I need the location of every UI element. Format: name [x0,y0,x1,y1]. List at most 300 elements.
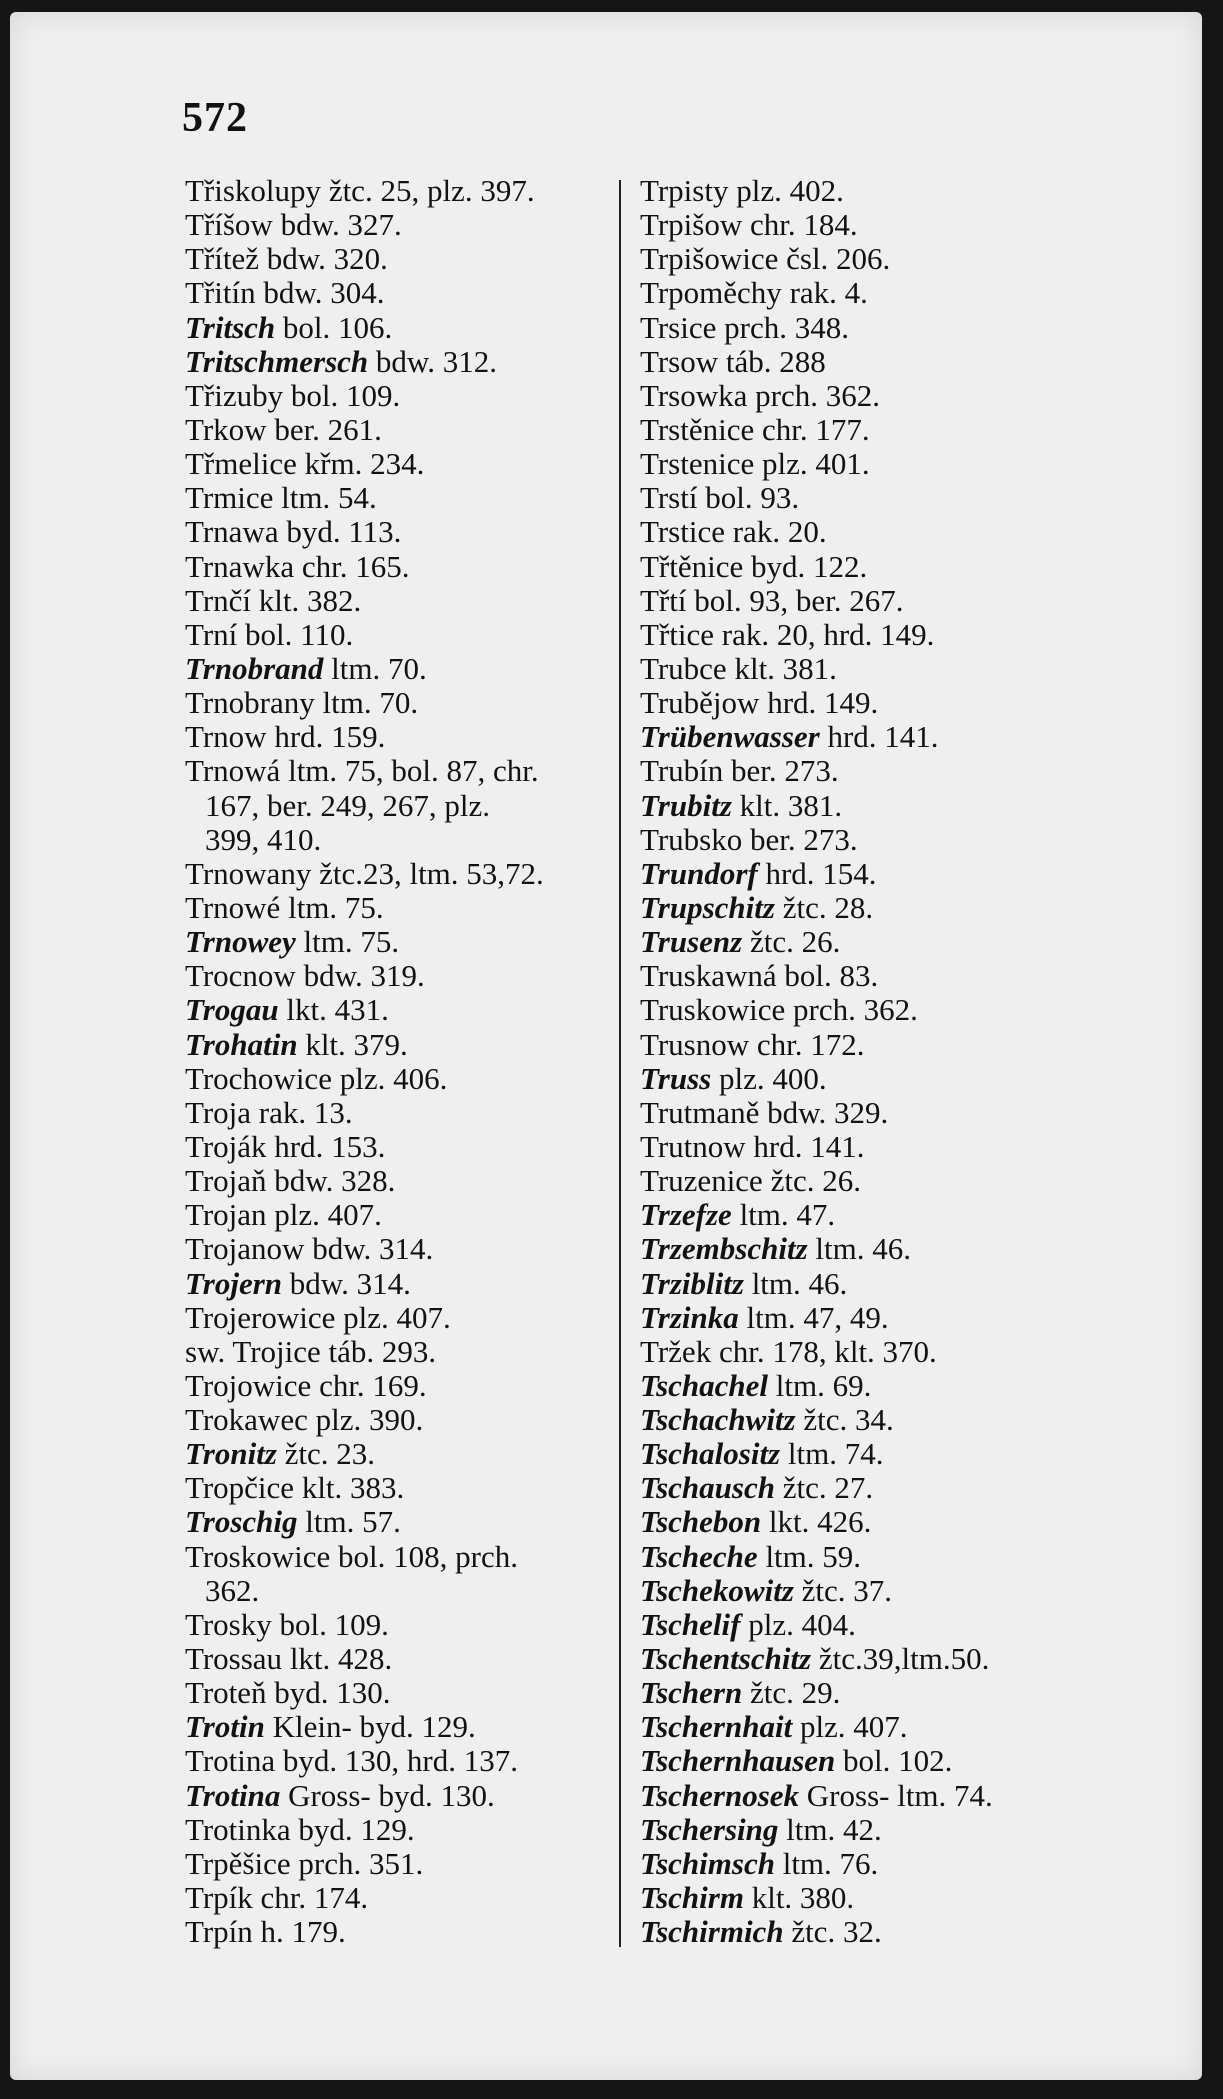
index-entry [185,1437,615,1471]
entry-headword: Třtí [640,582,687,618]
entry-headword: Tschentschitz [640,1641,812,1677]
entry-headword: Tschirmich [640,1914,784,1950]
index-entry [185,891,615,925]
entry-reference: hrd. 141. [819,719,939,755]
entry-headword: Trnow [185,719,267,755]
entry-headword: Třtěnice [640,548,744,584]
entry-reference: žtc. 28. [774,889,874,925]
entry-headword: Tropčice [185,1470,295,1506]
entry-reference: ber. 273. [742,821,858,857]
entry-reference: plz. 390. [307,1402,424,1438]
index-entry [640,618,1110,652]
index-entry [640,1369,1110,1403]
index-entry [640,550,1110,584]
index-entry [185,1642,615,1676]
entry-headword: Trojaň [185,1163,267,1199]
index-entry [640,1744,1110,1778]
entry-headword: Trnowany [185,855,312,891]
index-entry [185,1676,615,1710]
entry-reference: žtc.23, ltm. 53,72. [311,855,544,891]
index-entry [640,1301,1110,1335]
entry-headword: Troschig [185,1504,298,1540]
entry-reference: žtc. 34. [795,1402,894,1438]
entry-headword: Trotin [185,1709,265,1745]
entry-headword: Trutmaně [640,1094,760,1130]
index-entry [640,481,1110,515]
index-entry [185,174,615,208]
entry-headword: Trotina [185,1743,276,1779]
entry-reference: ltm. 59. [757,1538,862,1574]
entry-headword: Třitín [185,275,256,311]
index-entry [640,174,1110,208]
entry-reference: hrd. 153. [266,1128,386,1164]
entry-headword: Tříšow [185,207,273,243]
entry-reference: chr. 177. [754,411,870,447]
index-entry [640,447,1110,481]
entry-reference: byd. 130. [266,1675,391,1711]
index-entry [185,242,615,276]
entry-reference: ltm. 75. [280,889,384,925]
index-entry [640,652,1110,686]
entry-headword: Truss [640,1060,712,1096]
entry-reference: chr. 174. [252,1880,369,1916]
entry-headword: Trzinka [640,1299,739,1335]
entry-headword: Tschachel [640,1367,769,1403]
entry-headword: Trubín [640,753,724,789]
entry-reference: Gross- ltm. 74. [799,1777,993,1813]
entry-reference: bol. 108, prch. [330,1538,518,1574]
entry-headword: Trstěnice [640,411,755,447]
entry-headword: Trkow [185,411,267,447]
entry-headword: Tschelif [640,1606,741,1642]
index-entry [640,1471,1110,1505]
index-entry [185,515,615,549]
entry-reference: klt. 379. [297,1026,408,1062]
index-entry [185,1301,615,1335]
entry-reference: ber. 261. [266,411,382,447]
entry-headword: Trsow [640,343,719,379]
entry-headword: Trojanow [185,1231,305,1267]
entry-headword: Trstenice [640,446,755,482]
entry-reference: ltm. 70. [323,650,427,686]
index-entry [185,1164,615,1198]
entry-reference: bdw. 314. [304,1231,434,1267]
index-entry [185,1744,615,1778]
entry-headword: Třítež [185,241,260,277]
entry-reference: ltm. 47. [731,1197,836,1233]
entry-headword: Trnobrand [185,650,324,686]
entry-headword: Tschern [640,1675,743,1711]
index-entry [640,993,1110,1027]
entry-headword: Trnawa [185,514,279,550]
index-entry [185,1130,615,1164]
entry-reference: ltm. 70. [314,685,419,721]
entry-headword: Trundorf [640,855,758,891]
entry-headword: Trpišowice [640,241,779,277]
entry-headword: Trübenwasser [640,719,820,755]
entry-headword: Tschernhausen [640,1743,836,1779]
entry-headword: Trubitz [640,787,732,823]
entry-headword: Trziblitz [640,1265,744,1301]
entry-headword: Trojern [185,1265,283,1301]
entry-headword: Trpoměchy [640,275,782,311]
entry-reference: plz. 407. [792,1709,908,1745]
index-entry [640,1130,1110,1164]
index-entry [185,311,615,345]
index-entry [640,823,1110,857]
entry-reference: plz. 404. [740,1606,856,1642]
entry-reference: žtc. 26. [762,1163,861,1199]
index-entry [185,1813,615,1847]
entry-reference: bdw. 319. [295,958,425,994]
index-entry [185,550,615,584]
entry-headword: Tschekowitz [640,1572,794,1608]
index-entry [640,1540,1110,1574]
entry-reference: chr. 184. [742,207,858,243]
index-entry [185,1369,615,1403]
index-entry [185,720,615,754]
index-entry [640,1232,1110,1266]
entry-reference: bdw. 304. [255,275,385,311]
entry-reference: lkt. 426. [761,1504,872,1540]
entry-reference: plz. 406. [331,1060,448,1096]
entry-reference: hrd. 141. [745,1128,865,1164]
index-entry [640,686,1110,720]
index-entry [640,1028,1110,1062]
entry-headword: Truskawná [640,958,777,994]
entry-reference: bdw. 328. [266,1163,396,1199]
column-divider [619,180,621,1947]
index-entry [640,1096,1110,1130]
entry-reference: ltm. 69. [768,1367,872,1403]
index-entry [185,379,615,413]
entry-reference: klt. 381. [726,650,837,686]
index-entry [185,413,615,447]
entry-headword: Třiskolupy [185,173,322,208]
index-entry [640,1335,1110,1369]
entry-headword: Trogau [185,992,279,1028]
entry-reference: křm. 234. [296,446,425,482]
entry-reference: plz. 407. [335,1299,451,1335]
index-entry [640,1608,1110,1642]
entry-reference: prch. 362. [747,377,880,413]
entry-reference: bdw. 314. [282,1265,411,1301]
entry-reference: chr. 165. [294,548,410,584]
entry-headword: Tritschmersch [185,343,369,379]
index-entry [185,959,615,993]
entry-headword: Třizuby [185,377,284,413]
index-entry [640,1847,1110,1881]
entry-reference: táb. 288 [718,343,826,379]
entry-reference: Gross- byd. 130. [280,1777,495,1813]
entry-headword: Trnawka [185,548,295,584]
entry-reference: hrd. 159. [266,719,386,755]
entry-headword: Trusnow [640,1026,750,1062]
index-entry [640,857,1110,891]
index-column-left [185,174,615,1949]
entry-headword: Tschachwitz [640,1402,796,1438]
entry-reference: žtc. 29. [742,1675,841,1711]
index-entry [640,1779,1110,1813]
index-entry [640,413,1110,447]
entry-headword: Trojowice [185,1367,312,1403]
index-entry [640,1198,1110,1232]
index-entry [185,1540,615,1574]
page-number: 572 [182,95,248,141]
entry-headword: Třtice [640,616,715,652]
index-entry [185,1608,615,1642]
entry-reference: byd. 122. [743,548,868,584]
entry-reference: čsl. 206. [778,241,891,277]
entry-headword: Třmelice [185,446,297,482]
entry-reference: ltm. 46. [743,1265,848,1301]
entry-reference: žtc. 32. [783,1914,882,1950]
index-entry-continuation [185,823,615,857]
entry-reference: plz. 407. [266,1197,382,1233]
index-entry [185,1881,615,1915]
book-page [10,12,1202,2080]
entry-headword: Trzembschitz [640,1231,808,1267]
index-entry [185,276,615,310]
entry-reference: 399, 410. [205,821,322,857]
entry-headword: Trstice [640,514,725,550]
entry-reference: h. 179. [252,1914,346,1950]
index-entry [640,242,1110,276]
index-entry [640,959,1110,993]
entry-reference: žtc. 23. [276,1436,376,1472]
entry-reference: bdw. 327. [272,207,402,243]
index-entry [640,345,1110,379]
entry-reference: rak. 4. [781,275,868,311]
entry-headword: Trotina [185,1777,281,1813]
entry-headword: Tritsch [185,309,276,345]
entry-reference: byd. 130, hrd. 137. [275,1743,518,1779]
entry-headword: Trupschitz [640,889,775,925]
index-entry [640,1403,1110,1437]
index-entry [185,481,615,515]
entry-reference: bol. 83. [776,958,879,994]
entry-reference: bol. 93. [697,480,800,516]
entry-reference: bol. 106. [275,309,393,345]
entry-reference: klt. 380. [743,1880,855,1916]
entry-reference: 167, ber. 249, 267, plz. [205,787,490,823]
index-entry [640,1062,1110,1096]
entry-headword: Tržek [640,1333,712,1369]
entry-headword: Trubce [640,650,727,686]
index-entry [640,515,1110,549]
index-entry [185,1779,615,1813]
entry-reference: žtc.39,ltm.50. [811,1641,990,1677]
entry-reference: chr. 172. [749,1026,865,1062]
entry-headword: Trzefze [640,1197,732,1233]
entry-headword: Truzenice [640,1163,763,1199]
entry-reference: hrd. 149. [759,685,879,721]
entry-reference: hrd. 154. [757,855,877,891]
index-entry [640,891,1110,925]
index-entry [185,993,615,1027]
index-entry [185,754,615,788]
entry-headword: Trnowé [185,889,281,925]
entry-reference: klt. 381. [731,787,843,823]
entry-headword: Trokawec [185,1402,308,1438]
entry-reference: žtc. 26. [742,924,841,960]
entry-reference: bol. 109. [283,377,401,413]
index-entry [185,447,615,481]
index-entry [640,584,1110,618]
entry-headword: Tschausch [640,1470,775,1506]
entry-reference: rak. 20. [724,514,827,550]
entry-headword: Troskowice [185,1538,331,1574]
entry-reference: plz. 400. [711,1060,827,1096]
entry-headword: Trutnow [640,1128,746,1164]
entry-headword: Trstí [640,480,698,516]
entry-headword: Trsice [640,309,717,345]
index-entry [640,1813,1110,1847]
entry-headword: Troja [185,1094,252,1130]
entry-headword: Trosky [185,1606,272,1642]
index-entry [185,1505,615,1539]
entry-headword: Truskowice [640,992,786,1028]
entry-reference: klt. 382. [251,582,362,618]
entry-reference: ltm. 46. [807,1231,911,1267]
index-entry [640,1881,1110,1915]
index-entry [185,1915,615,1949]
index-entry [185,1198,615,1232]
entry-reference: rak. 13. [251,1094,353,1130]
entry-reference: bol. 110. [237,616,354,652]
entry-headword: Trochowice [185,1060,332,1096]
index-entry [185,1335,615,1369]
entry-reference: žtc. 25, plz. 397. [321,173,535,208]
entry-reference: ltm. 74. [780,1436,884,1472]
index-entry [185,208,615,242]
entry-headword: Trojerowice [185,1299,336,1335]
entry-reference: ltm. 75, bol. 87, chr. [280,753,539,789]
index-entry [640,789,1110,823]
index-entry [640,311,1110,345]
entry-headword: Tschersing [640,1811,779,1847]
index-entry [640,1642,1110,1676]
entry-reference: chr. 178, klt. 370. [711,1333,937,1369]
entry-headword: Trnowey [185,924,296,960]
index-entry-continuation [185,789,615,823]
entry-headword: Tschimsch [640,1845,775,1881]
index-entry-continuation [185,1574,615,1608]
entry-reference: ltm. 42. [778,1811,882,1847]
entry-headword: Trotinka [185,1811,291,1847]
index-entry [640,1710,1110,1744]
entry-headword: Trohatin [185,1026,298,1062]
entry-reference: ber. 273. [723,753,839,789]
entry-reference: ltm. 75. [295,924,400,960]
entry-headword: Trusenz [640,924,743,960]
entry-headword: Tschalositz [640,1436,781,1472]
index-entry [640,1505,1110,1539]
entry-reference: ltm. 76. [774,1845,879,1881]
entry-headword: Troteň [185,1675,267,1711]
entry-headword: Trnobrany [185,685,315,721]
entry-headword: Tronitz [185,1436,277,1472]
entry-headword: Trossau [185,1641,283,1677]
index-entry [185,857,615,891]
entry-reference: ltm. 57. [297,1504,401,1540]
index-entry [640,925,1110,959]
index-entry [185,584,615,618]
index-entry [185,1096,615,1130]
entry-headword: Trocnow [185,958,296,994]
entry-reference: ltm. 47, 49. [738,1299,889,1335]
entry-reference: byd. 113. [278,514,402,550]
entry-reference: 362. [205,1572,260,1608]
entry-reference: bdw. 329. [759,1094,889,1130]
index-entry [640,1267,1110,1301]
index-column-right [640,174,1110,1949]
index-entry [640,208,1110,242]
entry-headword: Trubějow [640,685,760,721]
entry-reference: bdw. 312. [368,343,498,379]
entry-reference: žtc. 27. [774,1470,874,1506]
index-entry [640,720,1110,754]
entry-reference: bdw. 320. [259,241,388,277]
entry-headword: Trnowá [185,753,281,789]
index-entry [640,1676,1110,1710]
entry-headword: Trpišow [640,207,743,243]
entry-headword: Trmice [185,480,274,516]
entry-reference: Klein- byd. 129. [264,1709,476,1745]
entry-reference: žtc. 37. [793,1572,893,1608]
entry-reference: rak. 20, hrd. 149. [714,616,935,652]
entry-reference: klt. 383. [294,1470,405,1506]
entry-headword: sw. Trojice [185,1333,321,1369]
index-entry [640,1915,1110,1949]
entry-reference: lkt. 428. [282,1641,393,1677]
entry-reference: lkt. 431. [278,992,389,1028]
entry-reference: prch. 362. [785,992,918,1028]
entry-reference: bol. 93, ber. 267. [686,582,904,618]
entry-headword: Trojan [185,1197,267,1233]
entry-headword: Tscheche [640,1538,758,1574]
entry-reference: ltm. 54. [273,480,377,516]
entry-reference: bol. 102. [835,1743,953,1779]
entry-headword: Tschernhait [640,1709,793,1745]
entry-reference: prch. 348. [716,309,849,345]
entry-headword: Trnčí [185,582,252,618]
index-entry [640,276,1110,310]
index-entry [640,754,1110,788]
entry-headword: Trubsko [640,821,743,857]
entry-reference: prch. 351. [290,1845,424,1881]
entry-headword: Troják [185,1128,267,1164]
entry-headword: Trsowka [640,377,748,413]
entry-reference: chr. 169. [311,1367,427,1403]
index-entry [185,1403,615,1437]
index-entry [185,652,615,686]
index-entry [185,345,615,379]
index-entry [185,1710,615,1744]
entry-headword: Trpěšice [185,1845,291,1881]
index-entry [640,1164,1110,1198]
entry-headword: Trní [185,616,238,652]
entry-headword: Tschirm [640,1880,744,1916]
index-entry [640,1437,1110,1471]
entry-reference: bol. 109. [271,1606,389,1642]
entry-headword: Tschernosek [640,1777,800,1813]
index-entry [185,925,615,959]
entry-reference: byd. 129. [290,1811,415,1847]
index-entry [185,618,615,652]
entry-headword: Trpisty [640,173,729,208]
entry-reference: plz. 401. [754,446,870,482]
